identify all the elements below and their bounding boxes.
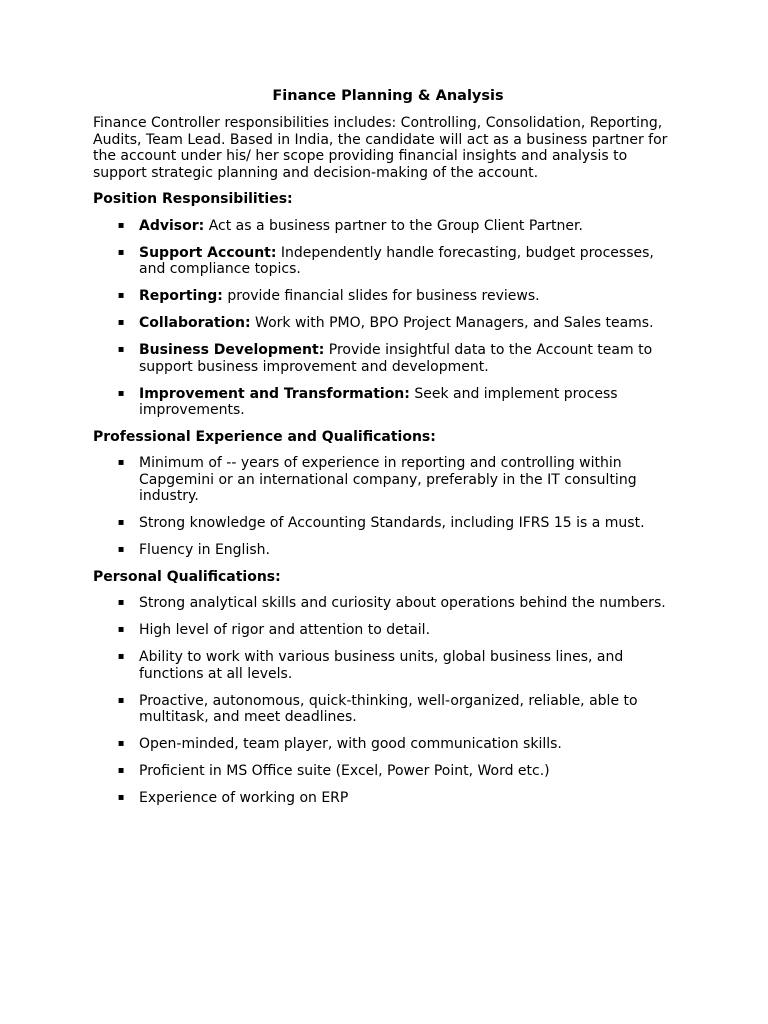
item-text: High level of rigor and attention to detail. bbox=[139, 622, 431, 638]
list-item bbox=[93, 649, 683, 682]
list-item bbox=[93, 693, 683, 726]
item-text: Seek and implement process improvements. bbox=[139, 385, 618, 418]
item-text: Fluency in English. bbox=[139, 542, 270, 558]
item-text: Independently handle forecasting, budget processes, and compliance topics. bbox=[139, 244, 654, 277]
bullet-icon: ▪ bbox=[117, 765, 125, 776]
bullet-icon: ▪ bbox=[117, 290, 125, 301]
list-item bbox=[93, 515, 683, 532]
list-item bbox=[93, 288, 683, 305]
bullet-icon: ▪ bbox=[117, 694, 125, 706]
personal-qualifications-heading: Personal Qualifications: bbox=[93, 568, 281, 585]
item-term: Business Development: bbox=[139, 342, 325, 358]
intro-paragraph: Finance Controller responsibilities includes: Controlling, Consolidation, Reporting, Audits, Team Lead. Based in India, the candidate will act as a business partner for the account under his/ her scope providing financial insights and analysis to support strategic planning and decision-making of the account. bbox=[93, 115, 668, 181]
bullet-icon: ▪ bbox=[117, 597, 125, 608]
item-text: Minimum of -- years of experience in reporting and controlling within Capgemini or an international company, preferably in the IT consulting industry. bbox=[139, 455, 637, 504]
item-text: Provide insightful data to the Account team to support business improvement and development. bbox=[139, 342, 653, 375]
bullet-icon: ▪ bbox=[117, 738, 125, 749]
bullet-icon: ▪ bbox=[117, 544, 125, 555]
item-text: Proficient in MS Office suite (Excel, Power Point, Word etc.) bbox=[139, 763, 550, 779]
list-item bbox=[93, 386, 683, 419]
bullet-icon: ▪ bbox=[117, 246, 125, 258]
item-text: Open-minded, team player, with good communication skills. bbox=[139, 736, 562, 752]
item-term: Support Account: bbox=[139, 244, 277, 261]
bullet-icon: ▪ bbox=[117, 457, 125, 468]
item-text: Act as a business partner to the Group Client Partner. bbox=[204, 217, 583, 234]
item-term: Collaboration: bbox=[139, 315, 251, 331]
bullet-icon: ▪ bbox=[117, 792, 125, 803]
list-item bbox=[93, 218, 683, 235]
item-text: Experience of working on ERP bbox=[139, 790, 349, 806]
item-text: Strong knowledge of Accounting Standards, including IFRS 15 is a must. bbox=[139, 515, 645, 531]
item-text: Ability to work with various business units, global business lines, and functions at all levels. bbox=[139, 649, 624, 682]
bullet-icon: ▪ bbox=[117, 387, 125, 399]
bullet-icon: ▪ bbox=[117, 219, 125, 231]
list-item bbox=[93, 542, 683, 559]
list-item bbox=[93, 622, 683, 639]
item-text: Strong analytical skills and curiosity about operations behind the numbers. bbox=[139, 595, 666, 611]
list-item bbox=[93, 315, 683, 332]
professional-experience-list bbox=[93, 455, 683, 559]
list-item bbox=[93, 736, 683, 753]
item-text: Work with PMO, BPO Project Managers, and Sales teams. bbox=[250, 315, 654, 331]
personal-qualifications-list bbox=[93, 595, 683, 807]
bullet-icon: ▪ bbox=[117, 651, 125, 662]
item-text: Proactive, autonomous, quick-thinking, well-organized, reliable, able to multitask, and meet deadlines. bbox=[139, 692, 638, 725]
professional-experience-heading: Professional Experience and Qualifications: bbox=[93, 428, 436, 445]
list-item bbox=[93, 455, 683, 505]
position-responsibilities-heading: Position Responsibilities: bbox=[93, 191, 293, 207]
position-responsibilities-list bbox=[93, 218, 683, 419]
bullet-icon: ▪ bbox=[117, 517, 125, 528]
document-body bbox=[93, 88, 683, 817]
list-item bbox=[93, 595, 683, 612]
item-text: provide financial slides for business reviews. bbox=[222, 288, 540, 304]
bullet-icon: ▪ bbox=[117, 344, 125, 355]
list-item bbox=[93, 342, 683, 375]
bullet-icon: ▪ bbox=[117, 624, 125, 635]
item-term: Improvement and Transformation: bbox=[139, 385, 410, 402]
bullet-icon: ▪ bbox=[117, 317, 125, 328]
item-term: Advisor: bbox=[139, 217, 205, 234]
item-term: Reporting: bbox=[139, 288, 223, 304]
list-item bbox=[93, 763, 683, 780]
list-item bbox=[93, 245, 683, 278]
list-item bbox=[93, 790, 683, 807]
document-title: Finance Planning & Analysis bbox=[272, 88, 504, 104]
